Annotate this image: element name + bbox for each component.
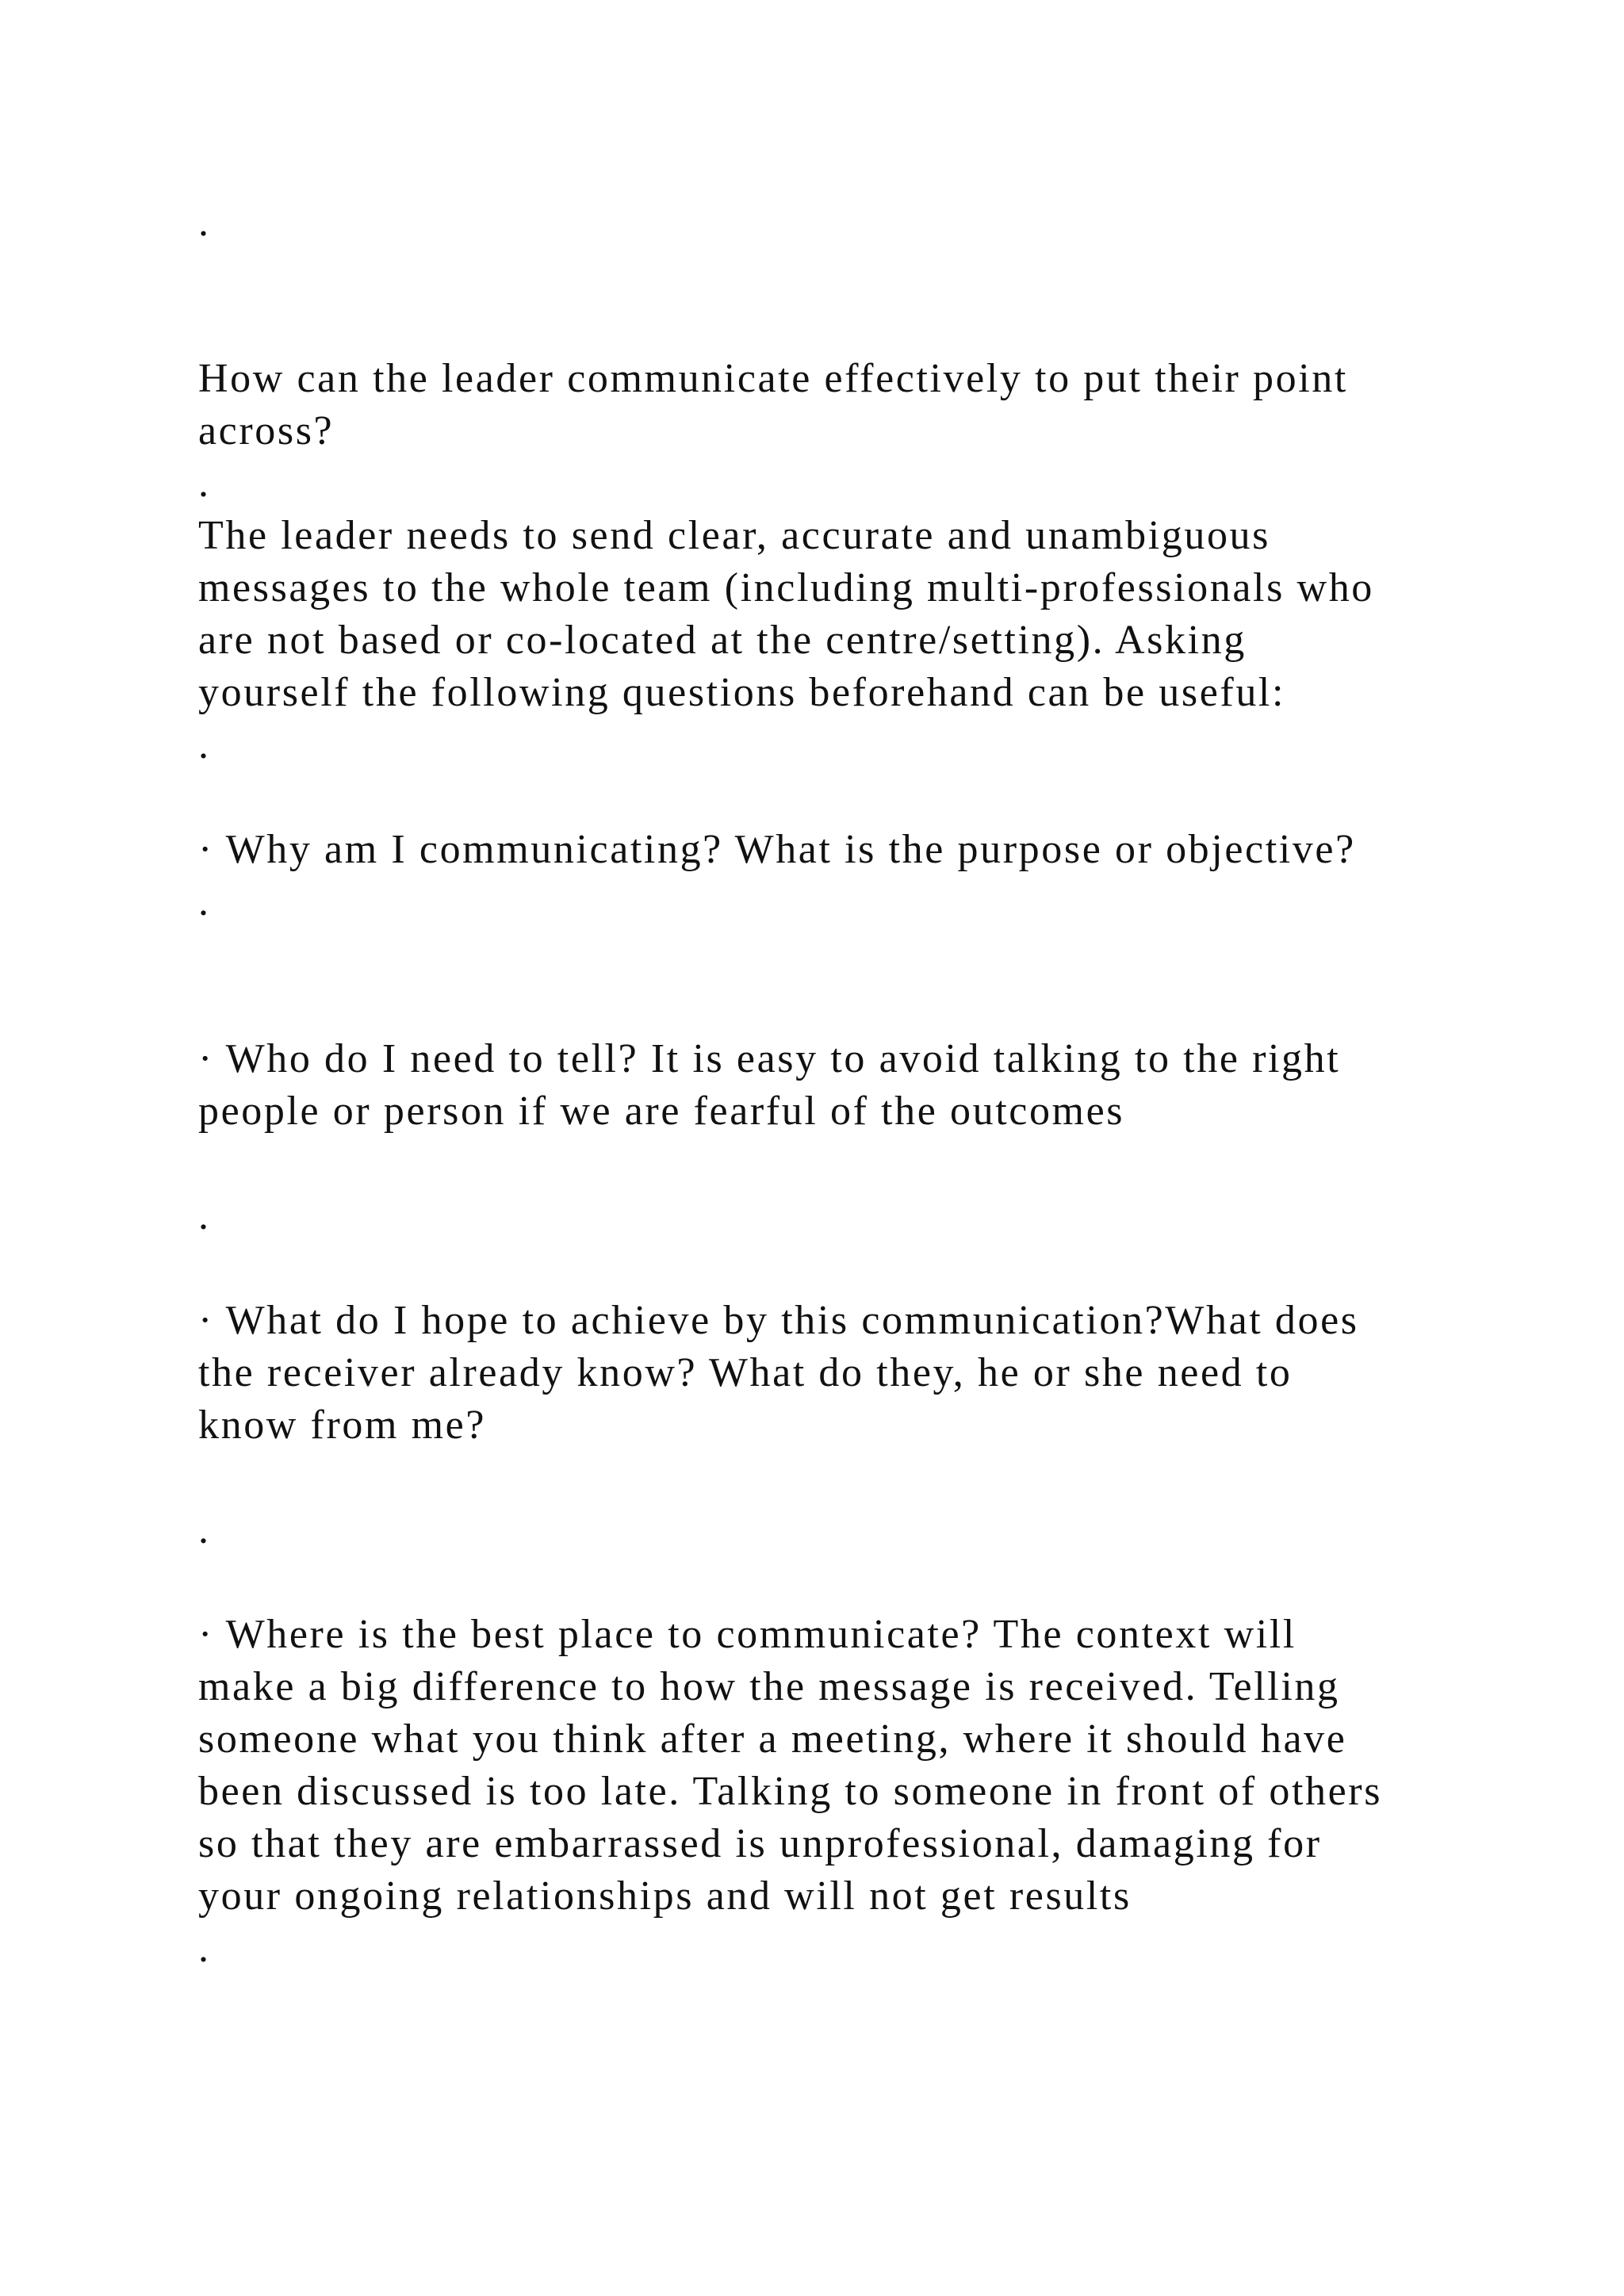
list-item-who: · Who do I need to tell? It is easy to avoid talking to the right [198,1036,1341,1081]
list-item-what: know from me? [198,1402,487,1448]
list-item-where: someone what you think after a meeting, where it should have [198,1716,1347,1762]
heading-question: across? [198,408,335,453]
list-item-why: · Why am I communicating? What is the purpose or objective? [198,827,1356,872]
bullet-marker: . [198,722,211,767]
bullet-marker: . [198,879,211,924]
bullet-marker: . [198,1193,211,1238]
list-item-where: make a big difference to how the message is received. Telling [198,1664,1340,1709]
bullet-marker: . [198,1507,211,1552]
list-item-who: people or person if we are fearful of the outcomes [198,1089,1125,1134]
list-item-where: so that they are embarrassed is unprofessional, damaging for [198,1821,1322,1866]
paragraph-line: The leader needs to send clear, accurate and unambiguous [198,513,1270,558]
list-item-where: · Where is the best place to communicate? The context will [198,1612,1297,1657]
list-item-where: been discussed is too late. Talking to someone in front of others [198,1769,1383,1814]
list-item-where: your ongoing relationships and will not get results [198,1873,1132,1919]
bullet-marker: . [198,200,211,245]
list-item-what: the receiver already know? What do they, he or she need to [198,1350,1293,1395]
list-item-what: · What do I hope to achieve by this communication?What does [198,1298,1359,1343]
bullet-marker: . [198,1926,211,1971]
heading-question: How can the leader communicate effectively to put their point [198,356,1348,401]
paragraph-line: messages to the whole team (including multi-professionals who [198,565,1374,610]
bullet-marker: . [198,461,211,506]
paragraph-line: yourself the following questions beforehand can be useful: [198,670,1286,715]
paragraph-line: are not based or co-located at the centre/setting). Asking [198,618,1247,663]
